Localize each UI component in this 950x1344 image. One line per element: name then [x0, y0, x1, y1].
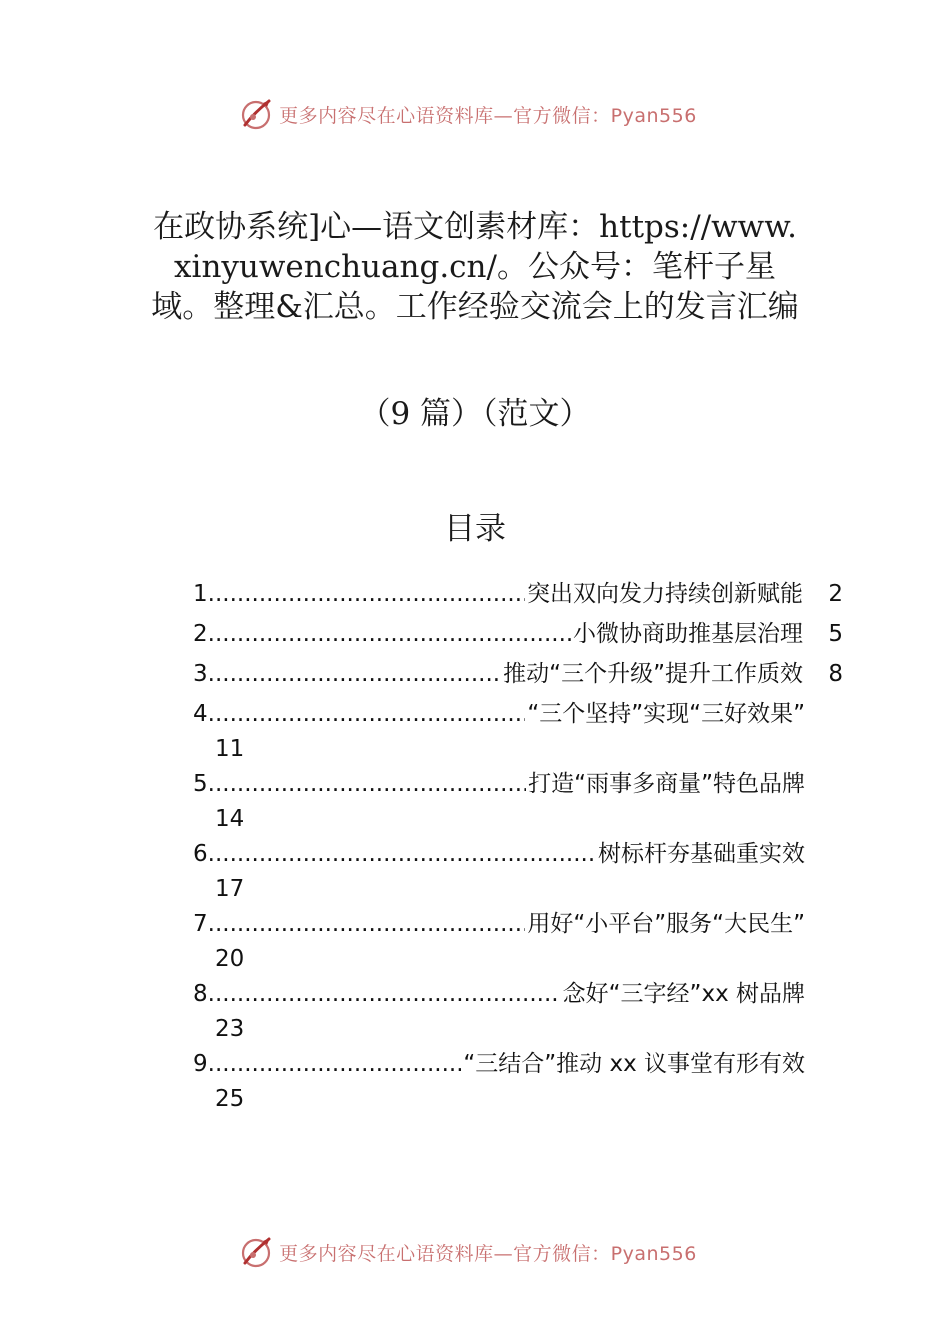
toc-item-page: 8 — [828, 661, 843, 687]
toc-item-title: 突出双向发力持续创新赋能 — [527, 581, 803, 607]
toc-leader-dots — [208, 904, 526, 944]
header-watermark — [0, 94, 950, 134]
watermark-text: 更多内容尽在心语资料库—官方微信：Pyan556 — [279, 1242, 697, 1265]
toc-leader-dots — [208, 614, 571, 654]
toc-item-number: 6 — [193, 841, 208, 867]
toc-item-page: 5 — [828, 621, 843, 647]
toc-item[interactable] — [193, 764, 843, 834]
toc-item-title: 推动“三个升级”提升工作质效 — [503, 661, 803, 687]
toc-item-title: 树标杆夯基础重实效 — [598, 841, 805, 867]
toc-item-page: 25 — [215, 1086, 245, 1112]
toc-leader-dots — [208, 974, 561, 1014]
toc-leader-dots — [208, 694, 526, 734]
pen-circle-logo-icon — [239, 1235, 273, 1269]
toc-item[interactable] — [193, 694, 843, 764]
document-subtitle: （9 篇）（范文） — [359, 396, 591, 432]
toc-item-number: 3 — [193, 661, 208, 687]
toc-item[interactable] — [193, 614, 843, 654]
toc-item-title: 念好“三字经”xx 树品牌 — [562, 981, 805, 1007]
toc-item-page: 14 — [215, 806, 245, 832]
watermark-id: Pyan556 — [610, 104, 697, 127]
toc-item-page: 2 — [828, 581, 843, 607]
document-title: 在政协系统]心—语文创素材库：https://www.xinyuwenchuang.cn/。公众号：笔杆子星域。整理&汇总。工作经验交流会上的发言汇编 — [151, 209, 799, 325]
toc-item[interactable] — [193, 574, 843, 614]
toc-item-page: 23 — [215, 1016, 245, 1042]
toc-heading: 目录 — [444, 511, 506, 547]
toc-item-number: 2 — [193, 621, 208, 647]
toc-item-number: 1 — [193, 581, 208, 607]
toc-item-title: 用好“小平台”服务“大民生” — [527, 911, 805, 937]
toc-item[interactable] — [193, 834, 843, 904]
watermark-text: 更多内容尽在心语资料库—官方微信：Pyan556 — [279, 104, 697, 127]
toc-leader-dots — [208, 834, 596, 874]
pen-circle-logo-icon — [239, 97, 273, 131]
toc-item[interactable] — [193, 654, 843, 694]
toc-item-page: 17 — [215, 876, 245, 902]
toc-item-title: “三结合”推动 xx 议事堂有形有效 — [463, 1051, 805, 1077]
toc-item-title: 小微协商助推基层治理 — [573, 621, 803, 647]
toc-item[interactable] — [193, 1044, 843, 1114]
toc-item-number: 5 — [193, 771, 208, 797]
toc-item-title: 打造“雨事多商量”特色品牌 — [528, 771, 805, 797]
watermark-id: Pyan556 — [610, 1242, 697, 1265]
toc-item-number: 8 — [193, 981, 208, 1007]
toc-item[interactable] — [193, 904, 843, 974]
toc-item-title: “三个坚持”实现“三好效果” — [527, 701, 805, 727]
toc-item-page: 20 — [215, 946, 245, 972]
toc-item[interactable] — [193, 974, 843, 1044]
toc-leader-dots — [208, 1044, 462, 1084]
toc-item-number: 9 — [193, 1051, 208, 1077]
toc-item-page: 11 — [215, 736, 245, 762]
toc-leader-dots — [208, 574, 525, 614]
footer-watermark — [0, 1232, 950, 1272]
toc-leader-dots — [208, 654, 502, 694]
toc-item-number: 7 — [193, 911, 208, 937]
toc-item-number: 4 — [193, 701, 208, 727]
table-of-contents — [193, 574, 843, 1114]
toc-leader-dots — [208, 764, 527, 804]
